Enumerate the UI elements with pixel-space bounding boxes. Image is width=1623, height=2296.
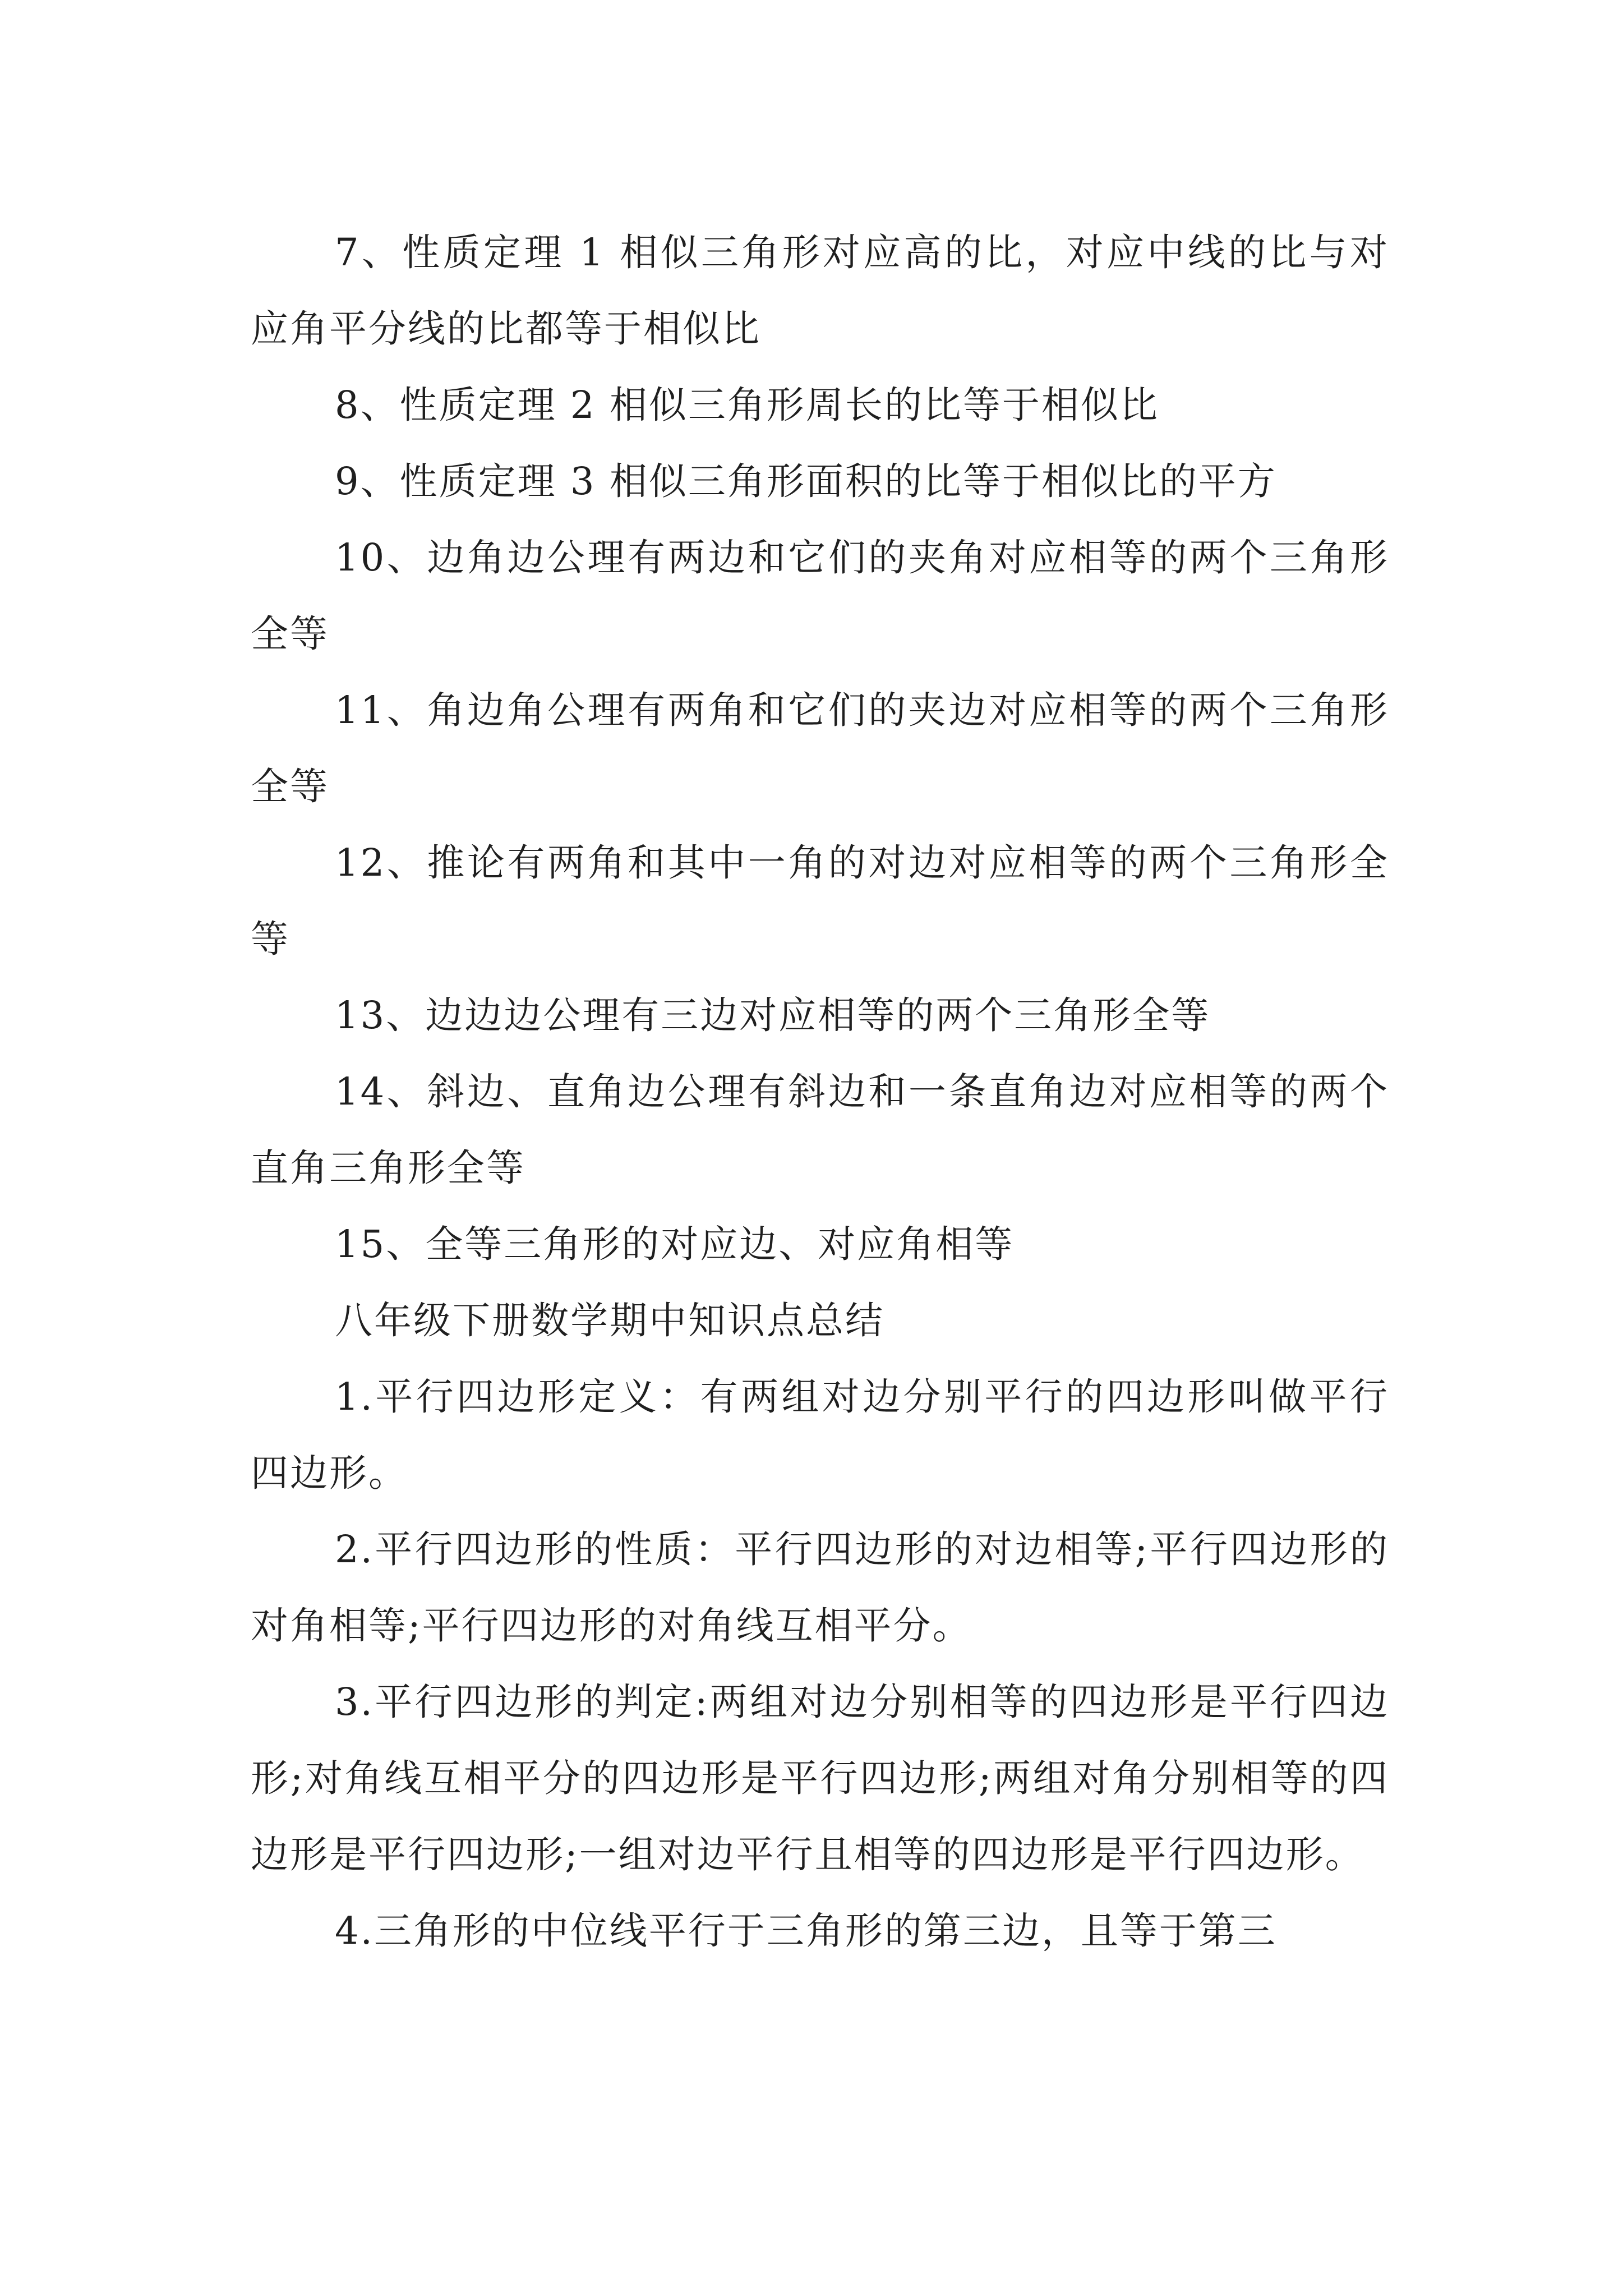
section-paragraph-1: 1.平行四边形定义：有两组对边分别平行的四边形叫做平行四边形。: [251, 1375, 1389, 1495]
section-paragraph-3: 3.平行四边形的判定:两组对边分别相等的四边形是平行四边形;对角线互相平分的四边形是平行四边形;两组对角分别相等的四边形是平行四边形;一组对边平行且相等的四边形是平行四边形。: [251, 1680, 1389, 1876]
paragraph-15: 15、全等三角形的对应边、对应角相等: [335, 1222, 1015, 1266]
section-paragraph-4: 4.三角形的中位线平行于三角形的第三边，且等于第三: [335, 1909, 1277, 1953]
paragraph-12: 12、推论有两角和其中一角的对边对应相等的两个三角形全等: [251, 841, 1389, 961]
paragraph-10: 10、边角边公理有两边和它们的夹角对应相等的两个三角形全等: [251, 536, 1389, 656]
document-body: [251, 214, 1389, 1969]
paragraph-13: 13、边边边公理有三边对应相等的两个三角形全等: [335, 993, 1211, 1037]
section-paragraph-2: 2.平行四边形的性质：平行四边形的对边相等;平行四边形的对角相等;平行四边形的对角线互相平分。: [251, 1527, 1389, 1648]
section-title: 八年级下册数学期中知识点总结: [335, 1299, 884, 1342]
paragraph-8: 8、性质定理 2 相似三角形周长的比等于相似比: [335, 383, 1159, 427]
paragraph-7: 7、性质定理 1 相似三角形对应高的比，对应中线的比与对应角平分线的比都等于相似比: [251, 231, 1389, 351]
paragraph-11: 11、角边角公理有两角和它们的夹边对应相等的两个三角形全等: [251, 688, 1389, 808]
paragraph-9: 9、性质定理 3 相似三角形面积的比等于相似比的平方: [335, 459, 1277, 503]
paragraph-14: 14、斜边、直角边公理有斜边和一条直角边对应相等的两个直角三角形全等: [251, 1070, 1389, 1190]
